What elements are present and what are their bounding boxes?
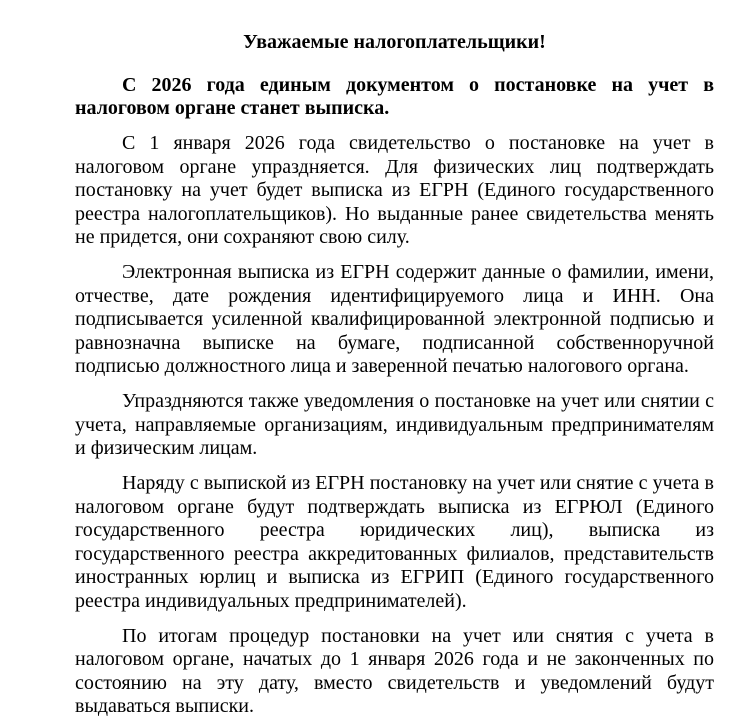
body-paragraph: По итогам процедур постановки на учет или снятия с учета в налоговом органе, начатых до 1 января 2026 года и не законченных по состоянию на эту дату, вместо свидетельств и уведомлений будут выдаваться выписки. — [75, 624, 714, 717]
lead-paragraph: С 2026 года единым документом о постановке на учет в налоговом органе станет выписка. — [75, 73, 714, 119]
document-title: Уважаемые налогоплательщики! — [243, 31, 546, 53]
body-paragraph: С 1 января 2026 года свидетельство о постановке на учет в налоговом органе упраздняется. Для физических лиц подтверждать постановку на учет будет выписка из ЕГРН (Единого государственного реестра налогоплательщиков). Но выданные ранее свидетельства менять не придется, они сохраняют свою силу. — [75, 132, 714, 248]
body-paragraph: Электронная выписка из ЕГРН содержит данные о фамилии, имени, отчестве, дате рождения идентифицируемого лица и ИНН. Она подписывается усиленной квалифицированной электронной подписью и равнозначна выписке на бумаге, подписанной собственноручной подписью должностного лица и заверенной печатью налогового органа. — [75, 261, 714, 377]
body-paragraph: Наряду с выпиской из ЕГРН постановку на учет или снятие с учета в налоговом органе будут подтверждать выписка из ЕГРЮЛ (Единого государственного реестра юридических лиц), выписка из государственного реестра аккредитованных филиалов, представительств иностранных юрлиц и выписка из ЕГРИП (Единого государственного реестра индивидуальных предпринимателей). — [75, 472, 714, 612]
body-paragraph: Упраздняются также уведомления о постановке на учет или снятии с учета, направляемые организациям, индивидуальным предпринимателям и физическим лицам. — [75, 390, 714, 459]
